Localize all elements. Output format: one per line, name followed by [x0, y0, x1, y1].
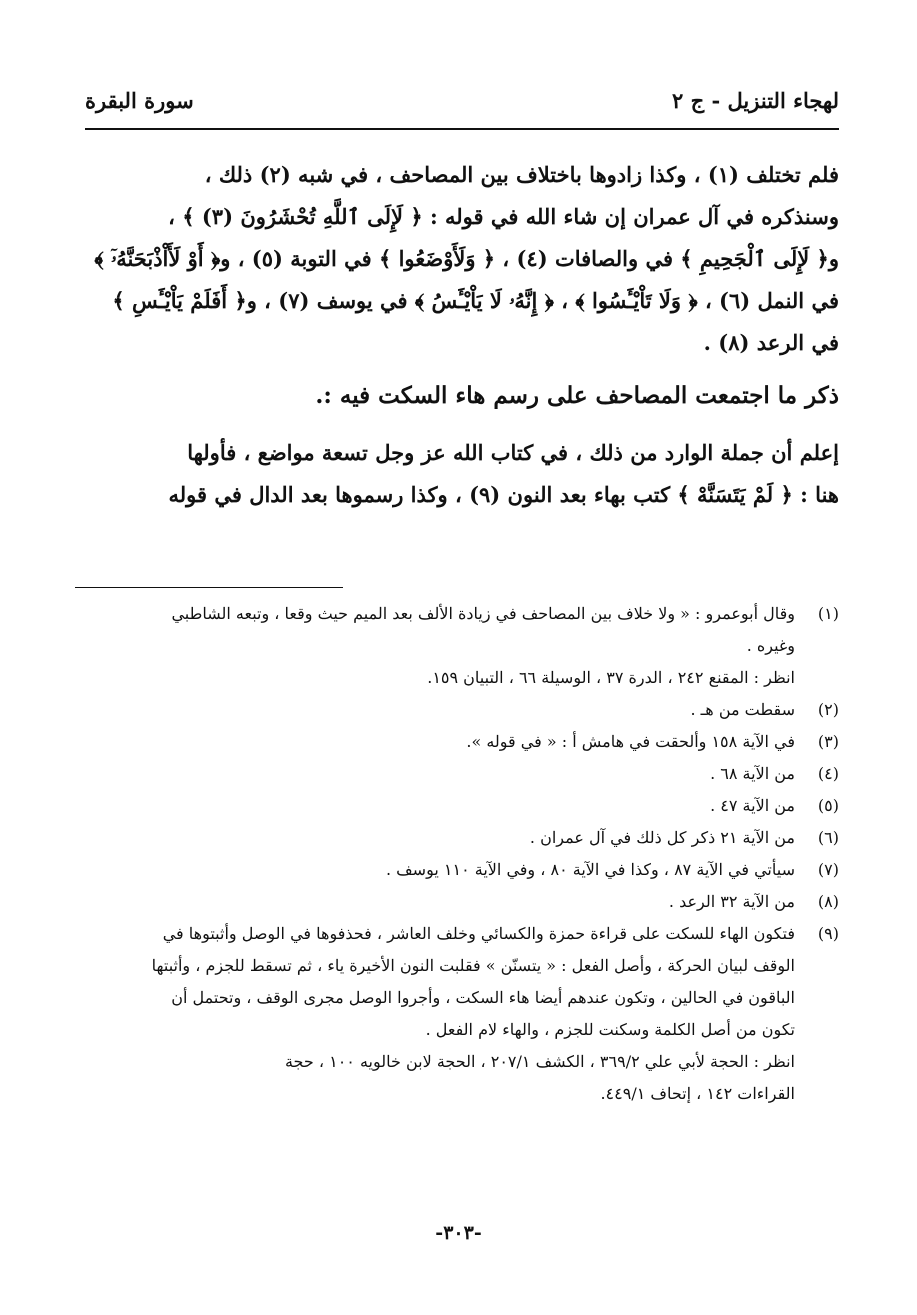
footnote-number: (٣): [817, 732, 839, 751]
text-line: هنا : ﴿ لَمْ يَتَسَنَّهْ ﴾ كتب بهاء بعد النون (٩) ، وكذا رسموها بعد الدال في قوله: [168, 482, 839, 507]
footnote: [82, 662, 839, 694]
surah-title: سورة البقرة: [85, 88, 194, 113]
footnote-line: من الآية ٦٨ .: [710, 764, 795, 783]
footnote-line: من الآية ٤٧ .: [710, 796, 795, 815]
footnote-number: (٤): [817, 764, 839, 783]
text-line: وسنذكره في آل عمران إن شاء الله في قوله : ﴿ لَإِلَى ٱللَّهِ تُحْشَرُونَ (٣) ﴾ ،: [168, 204, 839, 229]
footnote-line: وقال أبوعمرو : « ولا خلاف بين المصاحف في زيادة الألف بعد الميم حيث وقعا ، وتبعه الشاطبي: [171, 604, 795, 623]
footnote-number: [795, 662, 839, 694]
footnote-line: من الآية ٣٢ الرعد .: [668, 892, 795, 911]
footnote: [82, 726, 839, 758]
footnote-line: انظر : الحجة لأبي علي ٣٦٩/٢ ، الكشف ٢٠٧/١ ، الحجة لابن خالويه ١٠٠ ، حجة: [284, 1052, 795, 1071]
footnote-number: (٨): [817, 892, 839, 911]
main-text: [85, 154, 839, 516]
footnote-line: انظر : المقنع ٢٤٢ ، الدرة ٣٧ ، الوسيلة ٦٦ ، التبيان ١٥٩.: [427, 668, 795, 687]
text-line: في الرعد (٨) .: [703, 330, 839, 355]
footnote-number: (٩): [817, 924, 839, 943]
footnote-line: فتكون الهاء للسكت على قراءة حمزة والكسائي وخلف العاشر ، فحذفوها في الوصل وأثبتوها في: [162, 924, 795, 943]
paragraph-2: [85, 432, 839, 516]
footnote: [82, 694, 839, 726]
footnote-line: وغيره .: [746, 636, 795, 655]
section-heading: ذكر ما اجتمعت المصاحف على رسم هاء السكت فيه :.: [315, 382, 839, 409]
paragraph-1: [85, 154, 839, 364]
footnote-line: في الآية ١٥٨ وألحقت في هامش أ : « في قوله ».: [466, 732, 795, 751]
footnotes: [82, 598, 839, 1110]
text-line: إعلم أن جملة الوارد من ذلك ، في كتاب الله عز وجل تسعة مواضع ، فأولها: [187, 440, 839, 465]
footnote: [82, 886, 839, 918]
running-header: [85, 82, 839, 130]
footnote-number: (٦): [817, 828, 839, 847]
footnote-number: (٥): [817, 796, 839, 815]
footnote: [82, 822, 839, 854]
book-title: لهجاء التنزيل - ج ٢: [672, 88, 839, 113]
footnote: [82, 918, 839, 1046]
text-line: فلم تختلف (١) ، وكذا زادوها باختلاف بين المصاحف ، في شبه (٢) ذلك ،: [204, 162, 839, 187]
text-line: في النمل (٦) ، ﴿ وَلَا تَاْيْـَٔسُوا ﴾ ، ﴿ إِنَّهُۥ لَا يَاْيْـَٔسُ ﴾ في يوسف (٧) ، و﴿ أَفَلَمْ يَاْيْـَٔسِ ﴾: [112, 288, 839, 313]
footnote-line: الباقون في الحالين ، وتكون عندهم أيضا هاء السكت ، وأجروا الوصل مجرى الوقف ، وتحتمل أن: [171, 988, 795, 1007]
text-line: و﴿ لَإِلَى ٱلْجَحِيمِ ﴾ في والصافات (٤) ، ﴿ وَلَأَوْضَعُوا ﴾ في التوبة (٥) ، و﴿ أَوْ لَأَاْذْبَحَنَّهُۥٓ ﴾: [94, 246, 839, 271]
footnote-number: (٧): [817, 860, 839, 879]
footnote-line: سقطت من هـ .: [690, 700, 795, 719]
footnote-line: تكون من أصل الكلمة وسكنت للجزم ، والهاء لام الفعل .: [425, 1020, 795, 1039]
footnote-line: القراءات ١٤٢ ، إتحاف ٤٤٩/١.: [600, 1084, 795, 1103]
footnote: [82, 854, 839, 886]
footnote-number: (٢): [817, 700, 839, 719]
footnote-references: [82, 1046, 839, 1110]
footnote-line: الوقف لبيان الحركة ، وأصل الفعل : « يتسنّن » فقلبت النون الأخيرة ياء ، ثم تسقط للجزم ، وأثبتها: [151, 956, 795, 975]
footnote-line: من الآية ٢١ ذكر كل ذلك في آل عمران .: [529, 828, 795, 847]
footnote-line: سيأتي في الآية ٨٧ ، وكذا في الآية ٨٠ ، وفي الآية ١١٠ يوسف .: [385, 860, 795, 879]
footnote-separator: [75, 587, 343, 588]
page-number: -٣٠٣-: [435, 1222, 482, 1244]
footnote-number: (١): [817, 604, 839, 623]
footnote: [82, 758, 839, 790]
footnote: [82, 598, 839, 662]
footnote: [82, 790, 839, 822]
